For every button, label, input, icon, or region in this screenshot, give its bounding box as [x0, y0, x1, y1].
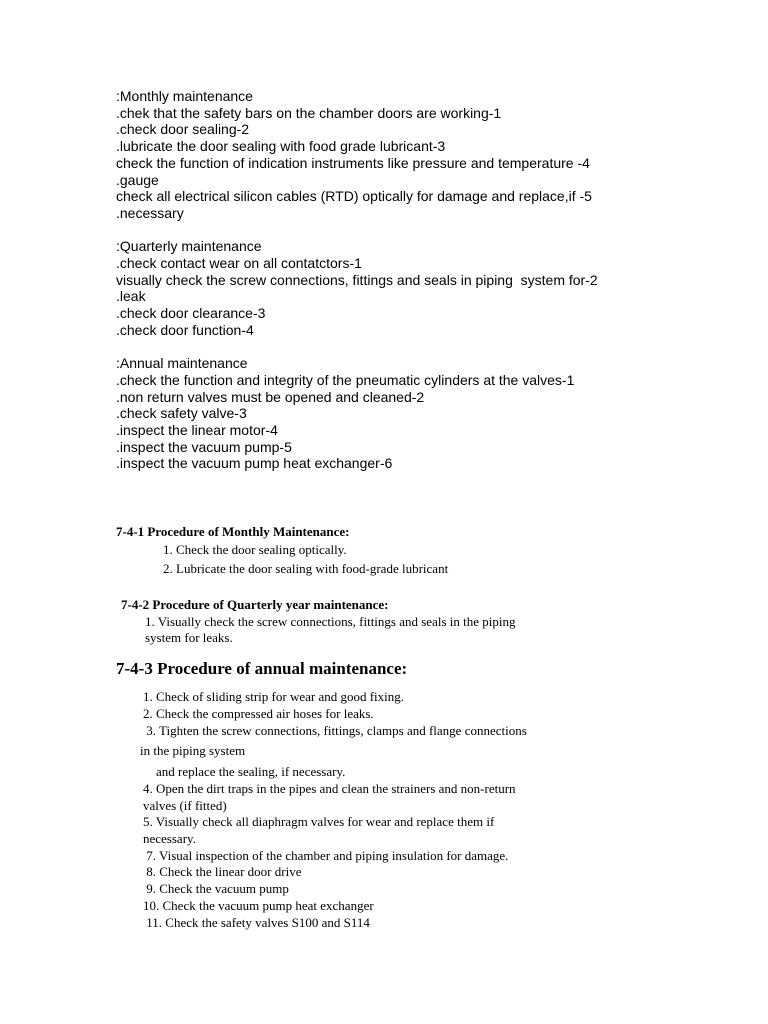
procedure-annual-item: necessary.	[143, 830, 196, 846]
annual-line: .check the function and integrity of the pneumatic cylinders at the valves-1	[116, 371, 575, 388]
annual-line: .inspect the linear motor-4	[116, 422, 278, 438]
quarterly-line: visually check the screw connections, fittings and seals in piping system for-2	[116, 271, 598, 288]
procedure-annual-item: 9. Check the vacuum pump	[143, 880, 289, 896]
procedure-annual-item: 8. Check the linear door drive	[143, 864, 302, 879]
procedure-annual-item: 2. Check the compressed air hoses for leaks.	[143, 705, 374, 721]
annual-heading: :Annual maintenance	[116, 355, 248, 372]
procedure-annual-item: 1. Check of sliding strip for wear and good fixing.	[143, 689, 405, 704]
monthly-heading: :Monthly maintenance	[116, 88, 253, 104]
procedure-monthly-title: 7-4-1 Procedure of Monthly Maintenance:	[116, 524, 350, 539]
procedure-annual-item: 7. Visual inspection of the chamber and piping insulation for damage.	[143, 847, 509, 863]
monthly-line: .necessary	[116, 204, 184, 221]
procedure-quarterly-item: system for leaks.	[145, 630, 233, 645]
procedure-annual-item: 11. Check the safety valves S100 and S114	[143, 914, 370, 930]
procedure-quarterly-title: 7-4-2 Procedure of Quarterly year maintenance:	[121, 597, 389, 612]
quarterly-line: .check contact wear on all contatctors-1	[116, 255, 362, 271]
monthly-line: check all electrical silicon cables (RTD) optically for damage and replace,if -5	[116, 188, 592, 205]
quarterly-line: .check door function-4	[116, 321, 254, 338]
procedure-annual-item: 5. Visually check all diaphragm valves for wear and replace them if	[143, 814, 495, 829]
procedure-monthly-item: 1. Check the door sealing optically.	[163, 542, 347, 557]
monthly-line: check the function of indication instruments like pressure and temperature -4	[116, 154, 590, 171]
monthly-line: .gauge	[116, 171, 159, 188]
procedure-annual-item: 3. Tighten the screw connections, fittings, clamps and flange connections	[143, 722, 527, 738]
procedure-annual-item: and replace the sealing, if necessary.	[156, 764, 346, 779]
annual-line: .check safety valve-3	[116, 405, 247, 422]
quarterly-line: .leak	[116, 288, 146, 305]
monthly-line: .chek that the safety bars on the chamber doors are working-1	[116, 104, 502, 121]
monthly-line: .lubricate the door sealing with food grade lubricant-3	[116, 138, 446, 155]
procedure-annual-title: 7-4-3 Procedure of annual maintenance:	[116, 659, 408, 678]
procedure-annual-item: in the piping system	[140, 743, 246, 758]
annual-line: .inspect the vacuum pump heat exchanger-6	[116, 455, 393, 472]
annual-line: .inspect the vacuum pump-5	[116, 438, 292, 455]
procedure-annual-item: valves (if fitted)	[143, 797, 227, 813]
procedure-annual-item: 10. Check the vacuum pump heat exchanger	[143, 897, 374, 913]
quarterly-line: .check door clearance-3	[116, 305, 266, 322]
monthly-line: .check door sealing-2	[116, 121, 250, 138]
quarterly-heading: :Quarterly maintenance	[116, 238, 262, 255]
procedure-monthly-item: 2. Lubricate the door sealing with food-grade lubricant	[163, 561, 449, 576]
annual-line: .non return valves must be opened and cleaned-2	[116, 388, 425, 405]
procedure-quarterly-item: 1. Visually check the screw connections, fittings and seals in the piping	[145, 614, 516, 629]
procedure-annual-item: 4. Open the dirt traps in the pipes and clean the strainers and non-return	[143, 781, 516, 796]
